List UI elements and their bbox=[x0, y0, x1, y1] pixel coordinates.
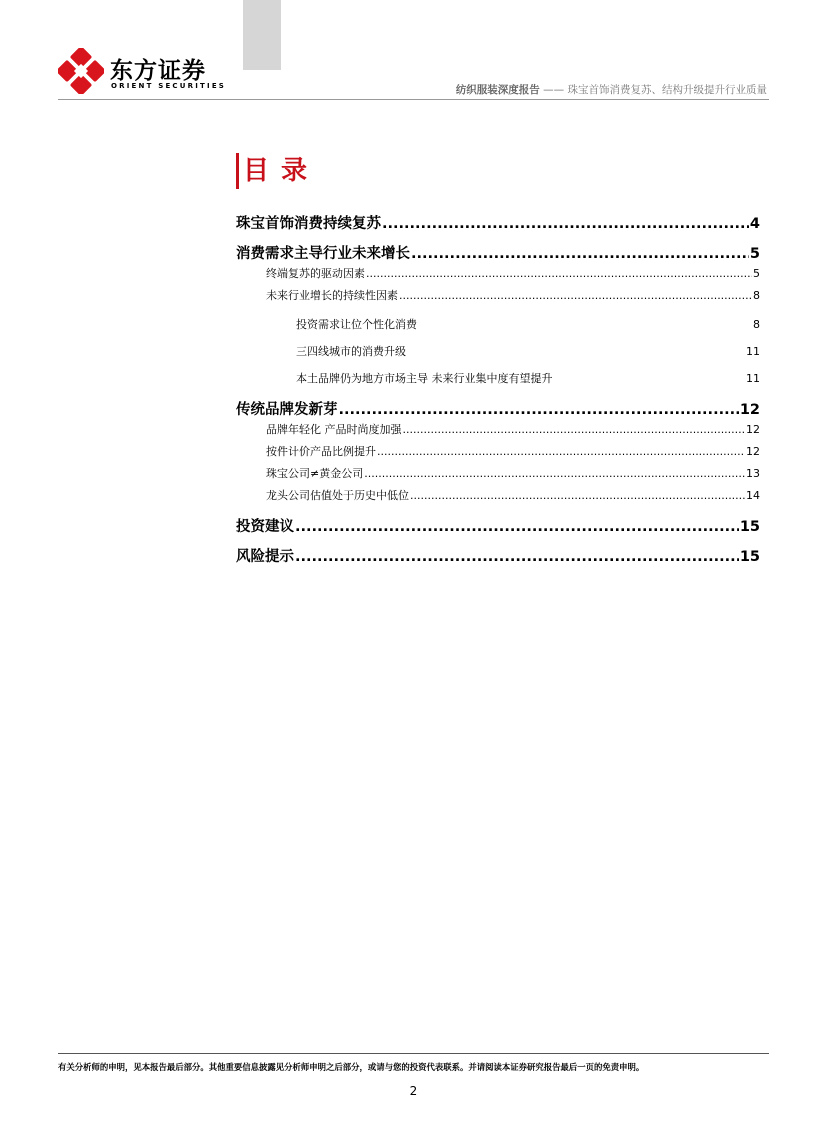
toc-leader-dots bbox=[295, 549, 739, 565]
toc-entry-label: 品牌年轻化 产品时尚度加强 bbox=[266, 423, 402, 436]
toc-entry[interactable] bbox=[266, 443, 760, 459]
toc-entry-label: 未来行业增长的持续性因素 bbox=[266, 289, 398, 302]
toc-leader-dots bbox=[382, 216, 749, 232]
toc-heading-text: 目录 bbox=[243, 156, 320, 186]
toc-leader-dots bbox=[399, 289, 752, 302]
toc-entry[interactable] bbox=[266, 465, 760, 481]
toc-leader-dots bbox=[366, 267, 752, 280]
report-type: 纺织服装深度报告 bbox=[455, 84, 540, 96]
toc-entry-page: 14 bbox=[746, 489, 760, 502]
toc-entry-label: 珠宝公司≠黄金公司 bbox=[266, 467, 364, 480]
toc-entry[interactable] bbox=[236, 515, 760, 536]
toc-entry-label: 消费需求主导行业未来增长 bbox=[236, 246, 410, 262]
toc-entry-label: 龙头公司估值处于历史中低位 bbox=[266, 489, 409, 502]
page-number: 2 bbox=[409, 1084, 418, 1098]
toc-entry-label: 传统品牌发新芽 bbox=[236, 402, 338, 418]
report-title: —— 珠宝首饰消费复苏、结构升级提升行业质量 bbox=[543, 84, 767, 96]
toc-entry[interactable] bbox=[236, 242, 760, 263]
toc-entry[interactable] bbox=[266, 265, 760, 281]
toc-leader-dots bbox=[295, 519, 739, 535]
logo-english-name: ORIENT SECURITIES bbox=[111, 82, 227, 90]
toc-entry-page: 11 bbox=[746, 345, 760, 358]
toc-leader-dots bbox=[364, 467, 745, 480]
toc-entry-label: 按件计价产品比例提升 bbox=[266, 445, 376, 458]
toc-heading bbox=[236, 153, 319, 189]
toc-leader-dots bbox=[339, 402, 739, 418]
company-logo bbox=[58, 48, 228, 98]
toc-entry-label: 三四线城市的消费升级 bbox=[296, 345, 406, 358]
toc-leader-dots bbox=[377, 445, 745, 458]
toc-entry-page: 12 bbox=[746, 445, 760, 458]
toc-entry-page: 12 bbox=[746, 423, 760, 436]
toc-entry-label: 投资建议 bbox=[236, 519, 294, 535]
logo-chinese-name: 东方证券 bbox=[110, 58, 206, 84]
toc-entry-page: 4 bbox=[749, 216, 760, 232]
toc-entry-page: 12 bbox=[739, 402, 760, 418]
toc-entry-label: 本土品牌仍为地方市场主导 未来行业集中度有望提升 bbox=[296, 372, 553, 385]
toc-entry[interactable] bbox=[266, 487, 760, 503]
footer-divider bbox=[58, 1053, 769, 1054]
toc-leader-dots bbox=[403, 423, 746, 436]
toc-entry-page: 15 bbox=[739, 549, 760, 565]
toc-entry-page: 8 bbox=[753, 318, 760, 331]
toc-entry-page: 8 bbox=[753, 289, 760, 302]
toc-entry-label: 珠宝首饰消费持续复苏 bbox=[236, 216, 381, 232]
toc-entry-page: 13 bbox=[746, 467, 760, 480]
footer-disclaimer: 有关分析师的申明，见本报告最后部分。其他重要信息披露见分析师申明之后部分，或请与您的投资代表联系。并请阅读本证券研究报告最后一页的免责申明。 bbox=[58, 1062, 645, 1072]
toc-entry[interactable] bbox=[296, 370, 760, 386]
toc-entry-page: 5 bbox=[753, 267, 760, 280]
toc-entry[interactable] bbox=[296, 316, 760, 332]
toc-leader-dots bbox=[411, 246, 749, 262]
report-header-title bbox=[456, 82, 767, 97]
header-divider bbox=[58, 99, 769, 100]
toc-entry[interactable] bbox=[236, 212, 760, 233]
toc-entry[interactable] bbox=[296, 343, 760, 359]
toc-leader-dots bbox=[410, 489, 745, 502]
toc-entry-page: 5 bbox=[749, 246, 760, 262]
toc-entry[interactable] bbox=[266, 421, 760, 437]
header-grey-bar bbox=[243, 0, 281, 70]
toc-entry-label: 终端复苏的驱动因素 bbox=[266, 267, 365, 280]
toc-entry[interactable] bbox=[266, 287, 760, 303]
toc-entry-page: 15 bbox=[739, 519, 760, 535]
toc-entry-page: 11 bbox=[746, 372, 760, 385]
toc-entry-label: 投资需求让位个性化消费 bbox=[296, 318, 417, 331]
toc-entry[interactable] bbox=[236, 398, 760, 419]
toc-entry[interactable] bbox=[236, 545, 760, 566]
orient-securities-logo-icon bbox=[58, 48, 104, 94]
toc-entry-label: 风险提示 bbox=[236, 549, 294, 565]
